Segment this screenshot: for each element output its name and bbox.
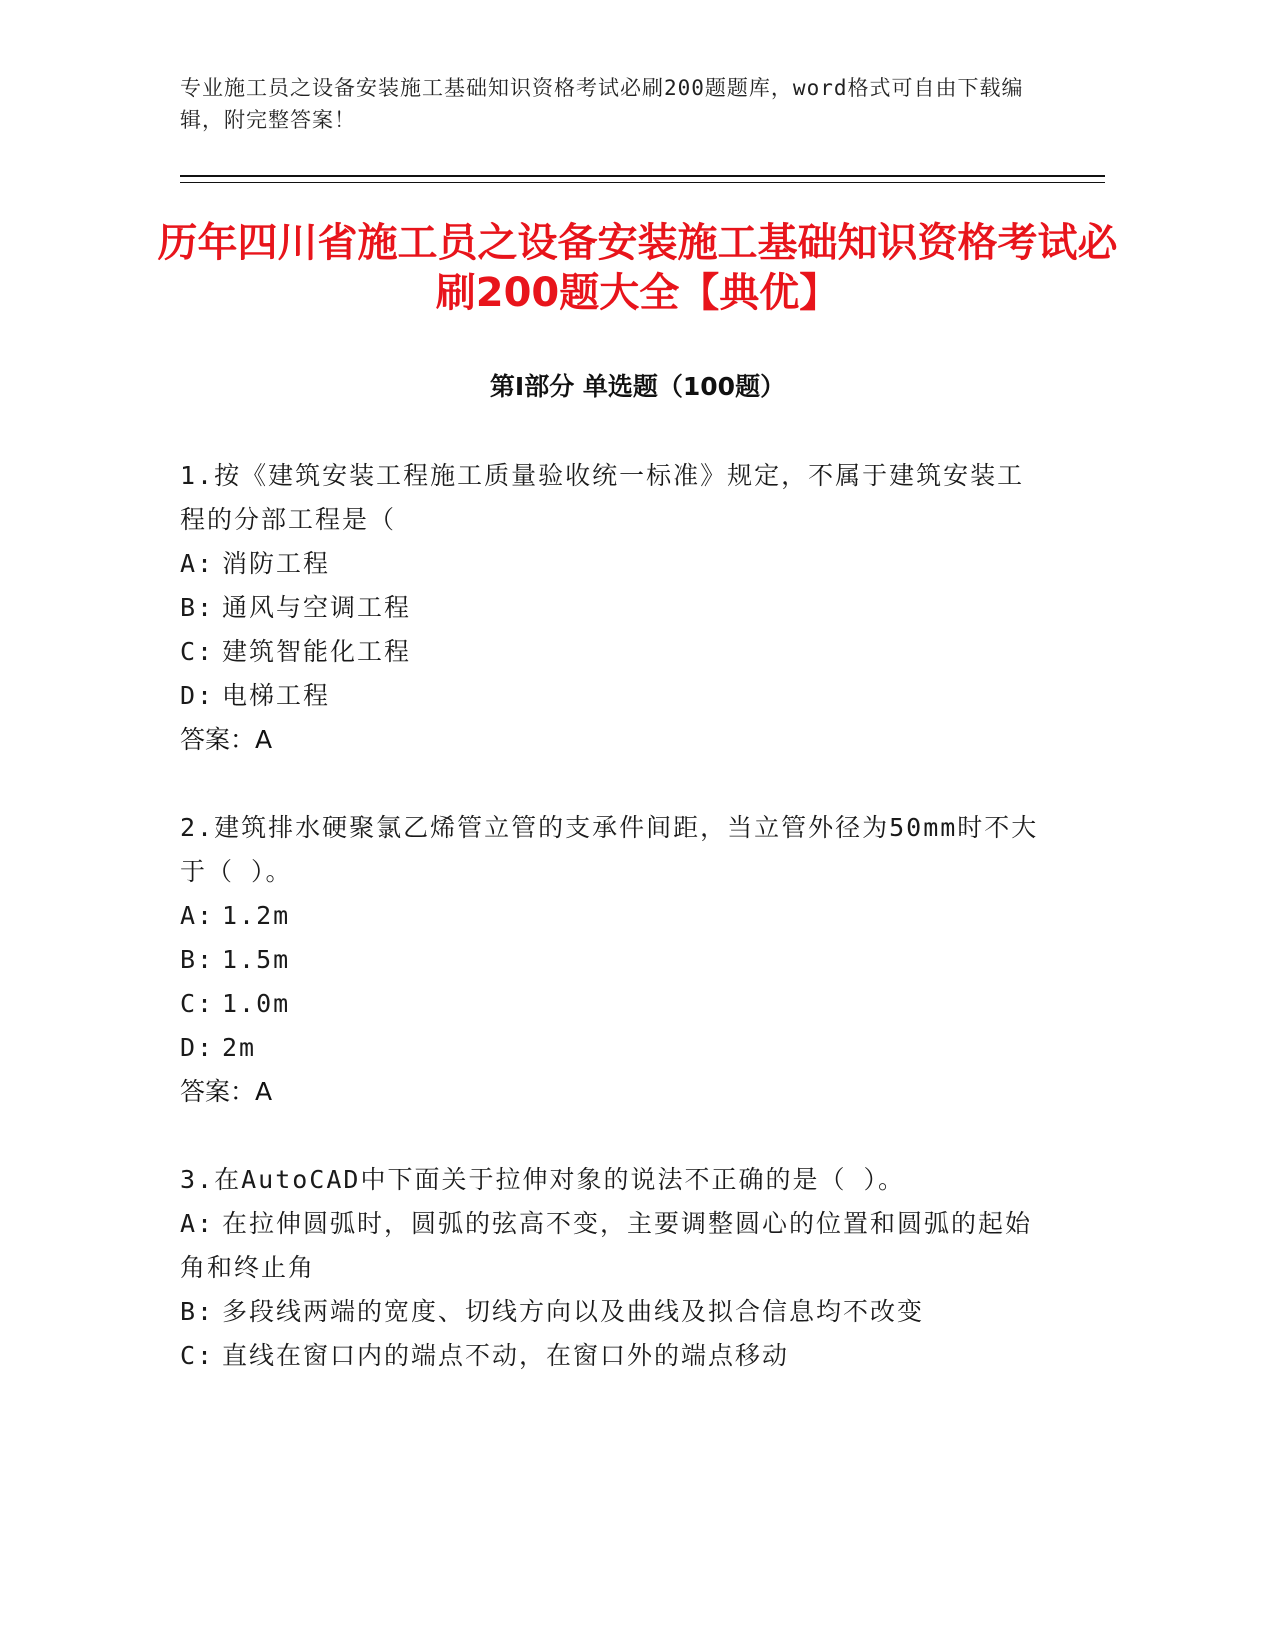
option-letter: B: [180, 1297, 215, 1326]
option-letter: A: [180, 1209, 215, 1238]
option-b [180, 1290, 1040, 1334]
section-heading: 第Ⅰ部分 单选题（100题） [489, 372, 786, 401]
question-2 [180, 806, 1040, 1114]
header-divider-thick [180, 175, 1105, 177]
header-divider-thin [180, 182, 1105, 183]
option-d [180, 1026, 1040, 1070]
option-c [180, 982, 1040, 1026]
option-text: 消防工程 [222, 549, 331, 578]
question-stem: 2.建筑排水硬聚氯乙烯管立管的支承件间距，当立管外径为50mm时不大于（ ）。 [180, 813, 1039, 886]
question-1 [180, 454, 1040, 762]
option-text: 1.5m [222, 945, 291, 974]
option-letter: C: [180, 989, 215, 1018]
question-stem: 3.在AutoCAD中下面关于拉伸对象的说法不正确的是（ ）。 [180, 1165, 906, 1194]
option-c [180, 630, 1040, 674]
option-letter: A: [180, 549, 215, 578]
option-a [180, 542, 1040, 586]
option-text: 通风与空调工程 [222, 593, 412, 622]
option-text: 电梯工程 [222, 681, 331, 710]
option-letter: B: [180, 593, 215, 622]
option-text: 建筑智能化工程 [222, 637, 412, 666]
document-header: 专业施工员之设备安装施工基础知识资格考试必刷200题题库，word格式可自由下载编辑，附完整答案！ [180, 76, 1024, 132]
option-c [180, 1334, 1040, 1378]
option-letter: D: [180, 1033, 215, 1062]
question-list [180, 454, 1040, 1422]
option-a [180, 1202, 1040, 1290]
option-text: 直线在窗口内的端点不动，在窗口外的端点移动 [222, 1341, 790, 1370]
option-letter: C: [180, 637, 215, 666]
option-b [180, 938, 1040, 982]
option-text: 1.2m [222, 901, 291, 930]
answer-line: 答案：A [180, 725, 273, 754]
option-text: 在拉伸圆弧时，圆弧的弦高不变，主要调整圆心的位置和圆弧的起始角和终止角 [180, 1209, 1033, 1282]
option-text: 多段线两端的宽度、切线方向以及曲线及拟合信息均不改变 [222, 1297, 925, 1326]
option-letter: D: [180, 681, 215, 710]
question-3 [180, 1158, 1040, 1378]
option-letter: A: [180, 901, 215, 930]
option-letter: B: [180, 945, 215, 974]
document-title: 历年四川省施工员之设备安装施工基础知识资格考试必刷200题大全【典优】 [157, 220, 1118, 316]
option-d [180, 674, 1040, 718]
option-a [180, 894, 1040, 938]
answer-line: 答案：A [180, 1077, 273, 1106]
option-b [180, 586, 1040, 630]
option-letter: C: [180, 1341, 215, 1370]
option-text: 2m [222, 1033, 257, 1062]
option-text: 1.0m [222, 989, 291, 1018]
question-stem: 1.按《建筑安装工程施工质量验收统一标准》规定，不属于建筑安装工程的分部工程是（ [180, 461, 1025, 534]
